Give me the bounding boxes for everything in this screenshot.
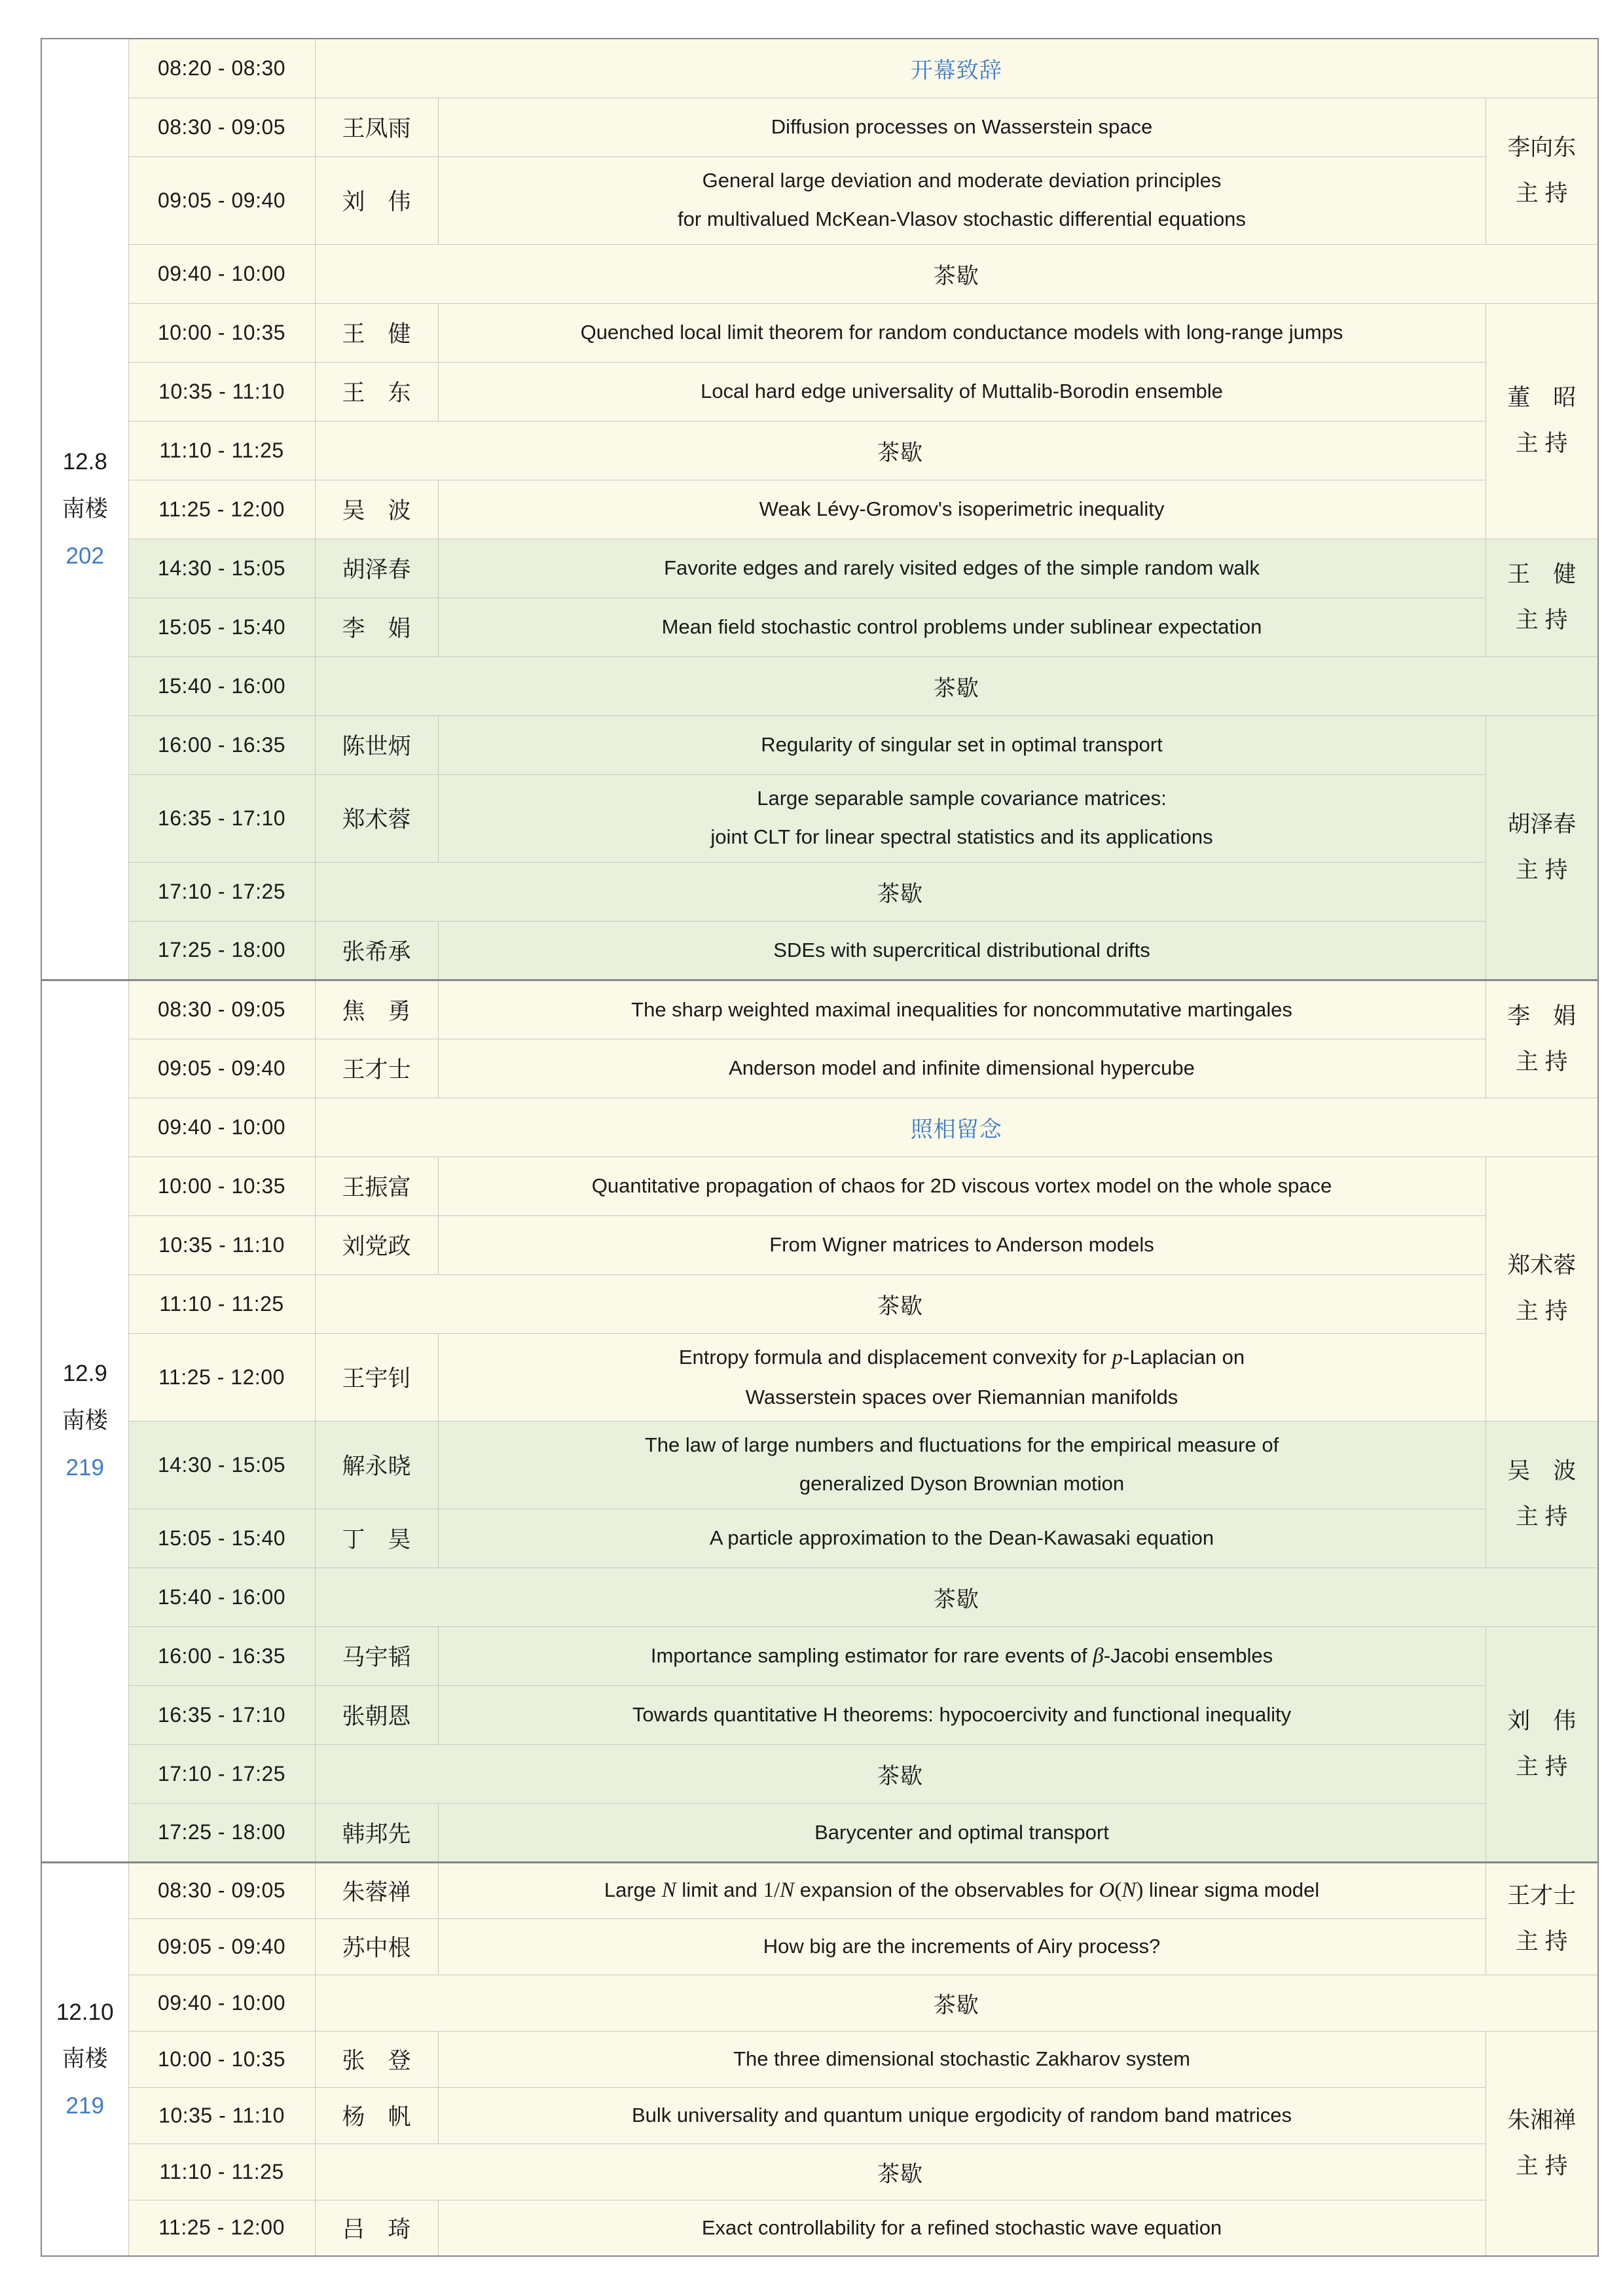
time-cell: 10:35 - 11:10	[128, 1215, 315, 1274]
speaker-cell: 王宇钊	[315, 1333, 438, 1421]
talk-title-cell: Exact controllability for a refined stochastic wave equation	[438, 2200, 1486, 2256]
title-segment: Large	[604, 1878, 662, 1901]
talk-title-cell	[438, 1862, 1486, 1918]
chair-label: 主 持	[1515, 1928, 1568, 1954]
speaker-cell: 王 东	[315, 362, 438, 421]
time-cell: 08:30 - 09:05	[128, 98, 315, 156]
time-cell: 09:40 - 10:00	[128, 244, 315, 303]
speaker-cell: 王才士	[315, 1039, 438, 1098]
date-building: 南楼	[62, 2046, 108, 2072]
chair-cell	[1486, 98, 1598, 244]
break-cell: 茶歇	[315, 2144, 1486, 2200]
title-segment-math: )	[1136, 1878, 1144, 1902]
speaker-cell: 杨 帆	[315, 2087, 438, 2144]
title-line: generalized Dyson Brownian motion	[799, 1472, 1125, 1495]
time-cell: 17:10 - 17:25	[128, 1744, 315, 1803]
title-segment-math: β	[1093, 1643, 1104, 1668]
chair-cell	[1486, 980, 1598, 1098]
date-room: 219	[65, 1454, 104, 1480]
break-cell: 茶歇	[315, 1274, 1486, 1333]
break-cell: 茶歇	[315, 656, 1598, 715]
talk-title-cell: Mean field stochastic control problems under sublinear expectation	[438, 598, 1486, 656]
speaker-cell: 马宇韬	[315, 1626, 438, 1685]
talk-title-cell: The sharp weighted maximal inequalities for noncommutative martingales	[438, 980, 1486, 1039]
time-cell: 11:25 - 12:00	[128, 2200, 315, 2256]
time-cell: 10:35 - 11:10	[128, 362, 315, 421]
speaker-cell: 陈世炳	[315, 715, 438, 774]
chair-name: 李 娟	[1507, 1003, 1577, 1029]
schedule-table	[41, 38, 1599, 2257]
speaker-cell: 韩邦先	[315, 1803, 438, 1862]
event-cell-opening: 开幕致辞	[315, 39, 1598, 98]
chair-label: 主 持	[1515, 431, 1568, 456]
date-room: 219	[65, 2093, 104, 2119]
chair-name: 胡泽春	[1507, 811, 1577, 837]
time-cell: 16:00 - 16:35	[128, 715, 315, 774]
title-line: Large separable sample covariance matrices:	[757, 787, 1167, 810]
talk-title-cell: Quantitative propagation of chaos for 2D viscous vortex model on the whole space	[438, 1157, 1486, 1215]
talk-title-cell	[438, 1421, 1486, 1509]
chair-name: 李向东	[1507, 135, 1577, 160]
title-segment: Entropy formula and displacement convexity for	[678, 1346, 1112, 1369]
title-segment-math: N	[661, 1878, 676, 1902]
time-cell: 15:40 - 16:00	[128, 1568, 315, 1626]
title-segment-math: (	[1114, 1878, 1122, 1902]
talk-title-cell: Regularity of singular set in optimal transport	[438, 715, 1486, 774]
title-line	[445, 1337, 1479, 1378]
talk-title-cell	[438, 156, 1486, 244]
title-segment: limit and	[676, 1878, 763, 1901]
talk-title-cell: A particle approximation to the Dean-Kawasaki equation	[438, 1509, 1486, 1568]
speaker-cell: 刘党政	[315, 1215, 438, 1274]
time-cell: 17:25 - 18:00	[128, 1803, 315, 1862]
chair-cell	[1486, 1421, 1598, 1568]
chair-name: 郑术蓉	[1507, 1253, 1577, 1278]
chair-name: 董 昭	[1507, 385, 1577, 410]
speaker-cell: 焦 勇	[315, 980, 438, 1039]
time-cell: 09:05 - 09:40	[128, 156, 315, 244]
chair-label: 主 持	[1515, 2153, 1568, 2179]
title-line: for multivalued McKean-Vlasov stochastic differential equations	[678, 207, 1246, 230]
talk-title-cell: Diffusion processes on Wasserstein space	[438, 98, 1486, 156]
title-line: General large deviation and moderate deviation principles	[702, 169, 1222, 192]
talk-title-cell: Quenched local limit theorem for random conductance models with long-range jumps	[438, 303, 1486, 362]
time-cell: 14:30 - 15:05	[128, 1421, 315, 1509]
speaker-cell: 张 登	[315, 2031, 438, 2087]
time-cell: 16:35 - 17:10	[128, 1685, 315, 1744]
time-cell: 09:05 - 09:40	[128, 1039, 315, 1098]
chair-name: 王 健	[1507, 562, 1577, 587]
time-cell: 08:30 - 09:05	[128, 980, 315, 1039]
time-cell: 10:35 - 11:10	[128, 2087, 315, 2144]
time-cell: 08:20 - 08:30	[128, 39, 315, 98]
time-cell: 15:05 - 15:40	[128, 598, 315, 656]
time-cell: 09:40 - 10:00	[128, 1098, 315, 1157]
chair-label: 主 持	[1515, 1049, 1568, 1075]
chair-name: 王才士	[1507, 1882, 1577, 1909]
talk-title-cell: Towards quantitative H theorems: hypocoercivity and functional inequality	[438, 1685, 1486, 1744]
title-segment-math: 1/	[763, 1878, 780, 1902]
time-cell: 15:40 - 16:00	[128, 656, 315, 715]
time-cell: 10:00 - 10:35	[128, 1157, 315, 1215]
chair-label: 主 持	[1515, 1504, 1568, 1530]
chair-cell	[1486, 715, 1598, 980]
date-cell	[41, 1862, 128, 2256]
time-cell: 10:00 - 10:35	[128, 2031, 315, 2087]
talk-title-cell: Bulk universality and quantum unique ergodicity of random band matrices	[438, 2087, 1486, 2144]
date-day: 12.8	[62, 449, 107, 475]
time-cell: 09:40 - 10:00	[128, 1975, 315, 2031]
talk-title-cell: From Wigner matrices to Anderson models	[438, 1215, 1486, 1274]
chair-name: 刘 伟	[1507, 1708, 1577, 1734]
time-cell: 11:25 - 12:00	[128, 480, 315, 539]
date-building: 南楼	[62, 495, 108, 522]
chair-cell	[1486, 303, 1598, 539]
break-cell: 茶歇	[315, 862, 1486, 921]
break-cell: 茶歇	[315, 1975, 1598, 2031]
break-cell: 茶歇	[315, 421, 1486, 480]
chair-label: 主 持	[1515, 181, 1568, 206]
speaker-cell: 刘 伟	[315, 156, 438, 244]
date-building: 南楼	[62, 1408, 108, 1434]
chair-name: 朱湘禅	[1507, 2107, 1577, 2133]
title-segment: linear sigma model	[1143, 1878, 1320, 1901]
time-cell: 15:05 - 15:40	[128, 1509, 315, 1568]
speaker-cell: 丁 昊	[315, 1509, 438, 1568]
event-cell-photo: 照相留念	[315, 1098, 1598, 1157]
title-segment: -Jacobi ensembles	[1103, 1643, 1273, 1667]
title-line: Wasserstein spaces over Riemannian manifolds	[745, 1385, 1178, 1408]
talk-title-cell: Local hard edge universality of Muttalib-Borodin ensemble	[438, 362, 1486, 421]
speaker-cell: 吴 波	[315, 480, 438, 539]
chair-cell	[1486, 539, 1598, 656]
time-cell: 11:25 - 12:00	[128, 1333, 315, 1421]
speaker-cell: 王 健	[315, 303, 438, 362]
chair-cell	[1486, 1626, 1598, 1862]
time-cell: 14:30 - 15:05	[128, 539, 315, 598]
talk-title-cell: The three dimensional stochastic Zakharov system	[438, 2031, 1486, 2087]
time-cell: 17:10 - 17:25	[128, 862, 315, 921]
chair-name: 吴 波	[1507, 1458, 1577, 1484]
chair-label: 主 持	[1515, 1753, 1568, 1780]
talk-title-cell: Barycenter and optimal transport	[438, 1803, 1486, 1862]
date-cell	[41, 980, 128, 1862]
speaker-cell: 苏中根	[315, 1918, 438, 1975]
chair-label: 主 持	[1515, 857, 1568, 883]
talk-title-cell	[438, 774, 1486, 862]
time-cell: 10:00 - 10:35	[128, 303, 315, 362]
title-line: joint CLT for linear spectral statistics and its applications	[710, 825, 1213, 848]
break-cell: 茶歇	[315, 244, 1598, 303]
break-cell: 茶歇	[315, 1568, 1598, 1626]
talk-title-cell	[438, 1333, 1486, 1421]
title-segment: Importance sampling estimator for rare events of	[650, 1643, 1093, 1667]
title-segment: -Laplacian on	[1123, 1346, 1245, 1369]
time-cell: 08:30 - 09:05	[128, 1862, 315, 1918]
speaker-cell: 王凤雨	[315, 98, 438, 156]
chair-cell	[1486, 2031, 1598, 2256]
time-cell: 16:00 - 16:35	[128, 1626, 315, 1685]
speaker-cell: 朱蓉禅	[315, 1862, 438, 1918]
speaker-cell: 吕 琦	[315, 2200, 438, 2256]
talk-title-cell: Weak Lévy-Gromov's isoperimetric inequality	[438, 480, 1486, 539]
chair-label: 主 持	[1515, 1299, 1568, 1324]
date-day: 12.10	[56, 1999, 114, 2025]
speaker-cell: 王振富	[315, 1157, 438, 1215]
break-cell: 茶歇	[315, 1744, 1486, 1803]
speaker-cell: 解永晓	[315, 1421, 438, 1509]
title-segment-math: O	[1099, 1878, 1115, 1902]
speaker-cell: 郑术蓉	[315, 774, 438, 862]
title-segment: expansion of the observables for	[794, 1878, 1099, 1901]
talk-title-cell: How big are the increments of Airy process?	[438, 1918, 1486, 1975]
chair-cell	[1486, 1157, 1598, 1421]
time-cell: 09:05 - 09:40	[128, 1918, 315, 1975]
speaker-cell: 胡泽春	[315, 539, 438, 598]
title-segment-math: N	[1122, 1878, 1137, 1902]
title-line: The law of large numbers and fluctuations for the empirical measure of	[644, 1433, 1279, 1457]
time-cell: 11:10 - 11:25	[128, 2144, 315, 2200]
talk-title-cell: Favorite edges and rarely visited edges of the simple random walk	[438, 539, 1486, 598]
time-cell: 11:10 - 11:25	[128, 421, 315, 480]
speaker-cell: 张朝恩	[315, 1685, 438, 1744]
talk-title-cell: Anderson model and infinite dimensional hypercube	[438, 1039, 1486, 1098]
title-segment-math: p	[1112, 1346, 1123, 1370]
date-day: 12.9	[62, 1361, 107, 1387]
title-segment-math: N	[780, 1878, 795, 1902]
speaker-cell: 李 娟	[315, 598, 438, 656]
chair-label: 主 持	[1515, 607, 1568, 633]
date-room: 202	[65, 543, 104, 569]
talk-title-cell: SDEs with supercritical distributional drifts	[438, 921, 1486, 980]
date-cell	[41, 39, 128, 980]
time-cell: 11:10 - 11:25	[128, 1274, 315, 1333]
chair-cell	[1486, 1862, 1598, 1975]
time-cell: 17:25 - 18:00	[128, 921, 315, 980]
speaker-cell: 张希承	[315, 921, 438, 980]
talk-title-cell	[438, 1626, 1486, 1685]
time-cell: 16:35 - 17:10	[128, 774, 315, 862]
